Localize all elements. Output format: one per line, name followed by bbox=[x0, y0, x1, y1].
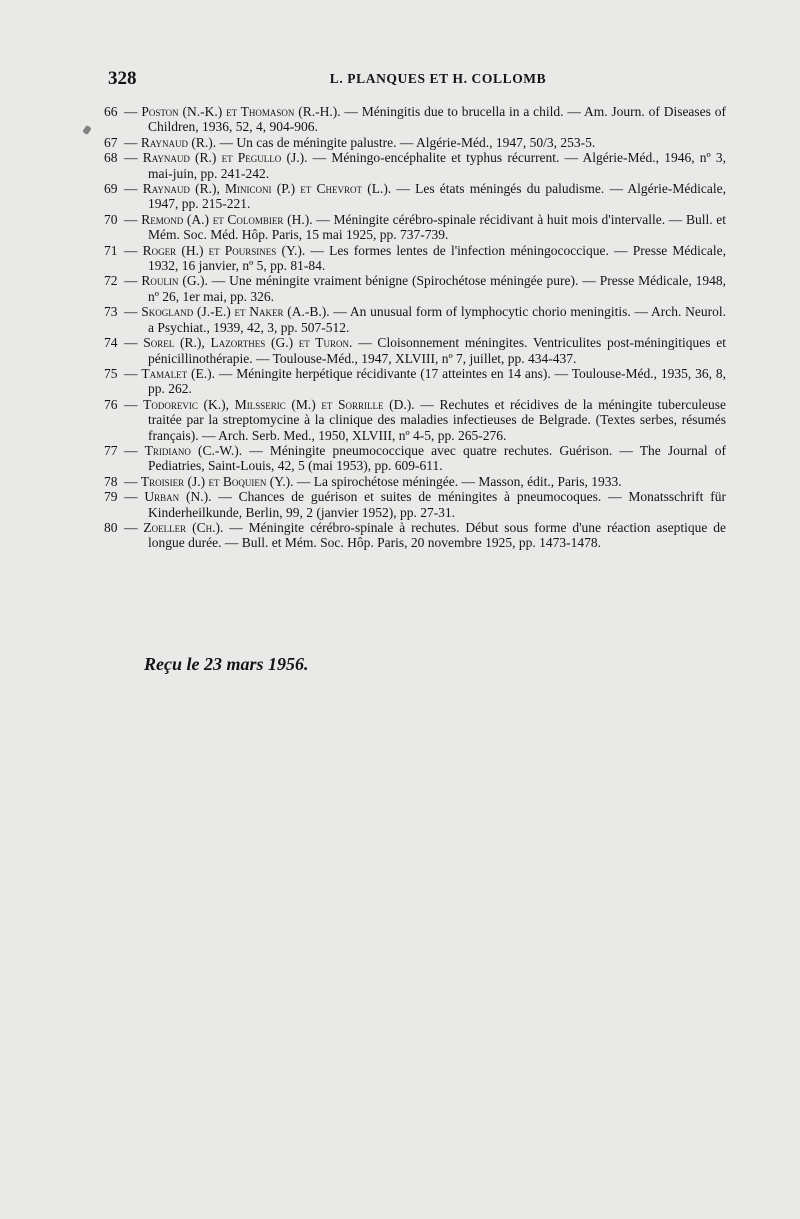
reference-body: — Une méningite vraiment bénigne (Spirochétose méningée pure). — Presse Médicale, 1948, nº 26, 1er mai, pp. 326. bbox=[148, 273, 727, 304]
reference-item: 76 — Todorevic (K.), Milsseric (M.) et Sorrille (D.). — Rechutes et récidives de la méningite tuberculeuse traitée par la streptomycine à la clinique des maladies infectieuses de Belgrade. (Textes serbes, résumés français). — Arch. Serb. Med., 1950, XLVIII, nº 4-5, pp. 265-276. bbox=[104, 396, 726, 443]
reference-number: 76 bbox=[104, 396, 118, 412]
reference-item: 74 — Sorel (R.), Lazorthes (G.) et Turon. — Cloisonnement méningites. Ventriculites post-méningitiques et pénicillinothérapie. — Toulouse-Méd., 1947, XLVIII, nº 7, juillet, pp. 434-437. bbox=[104, 335, 726, 366]
reference-number: 69 bbox=[104, 181, 118, 197]
reference-body: — Méningitis due to brucella in a child. — Am. Journ. of Diseases of Children, 1936, 52, 4, 904-906. bbox=[148, 104, 726, 135]
reference-body: — Un cas de méningite palustre. — Algérie-Méd., 1947, 50/3, 253-5. bbox=[219, 134, 596, 150]
reference-item: 69 — Raynaud (R.), Miniconi (P.) et Chevrot (L.). — Les états méningés du paludisme. — Algérie-Médicale, 1947, pp. 215-221. bbox=[104, 181, 726, 212]
reference-item: 70 — Remond (A.) et Colombier (H.). — Méningite cérébro-spinale récidivant à huit mois d'intervalle. — Bull. et Mém. Soc. Méd. Hôp. Paris, 15 mai 1925, pp. 737-739. bbox=[104, 211, 727, 243]
reference-item: 75 — Tamalet (E.). — Méningite herpétique récidivante (17 atteintes en 14 ans). — Toulouse-Méd., 1935, 36, 8, pp. 262. bbox=[104, 365, 727, 397]
reference-number: 74 bbox=[104, 335, 118, 351]
reference-body: — Méningite cérébro-spinale récidivant à huit mois d'intervalle. — Bull. et Mém. Soc. Méd. Hôp. Paris, 15 mai 1925, pp. 737-739. bbox=[148, 211, 727, 243]
page-number: 328 bbox=[108, 68, 137, 89]
reference-item: 80 — Zoeller (Ch.). — Méningite cérébro-spinale à rechutes. Début sous forme d'une réaction aseptique de longue durée. — Bull. et Mém. Soc. Hôp. Paris, 20 novembre 1925, pp. 1473-1478. bbox=[104, 519, 727, 551]
reference-authors: Tridiano (C.-W.). bbox=[144, 442, 243, 458]
margin-mark bbox=[82, 125, 92, 135]
page-header bbox=[108, 68, 728, 92]
reference-number: 67 bbox=[104, 134, 118, 150]
reference-authors: Urban (N.). bbox=[144, 489, 212, 505]
reference-authors: Raynaud (R.) et Pegullo (J.). bbox=[142, 150, 308, 166]
reference-number: 66 bbox=[104, 104, 118, 119]
reference-item: 67 — Raynaud (R.). — Un cas de méningite palustre. — Algérie-Méd., 1947, 50/3, 253-5. bbox=[104, 134, 596, 150]
reference-item: 66 — Poston (N.-K.) et Thomason (R.-H.). — Méningitis due to brucella in a child. — Am. Journ. of Diseases of Children, 1936, 52, 4, 904-906. bbox=[104, 104, 726, 135]
reference-body: — Rechutes et récidives de la méningite tuberculeuse traitée par la streptomycine à la clinique des maladies infectieuses de Belgrade. (Textes serbes, résumés français). — Arch. Serb. Med., 1950, XLVIII, nº 4-5, pp. 265-276. bbox=[148, 396, 726, 443]
reference-number: 77 bbox=[104, 442, 118, 458]
reference-body: — Méningo-encéphalite et typhus récurrent. — Algérie-Méd., 1946, nº 3, mai-juin, pp. 241-242. bbox=[148, 150, 727, 181]
reference-number: 75 bbox=[104, 365, 118, 381]
reference-number: 72 bbox=[104, 273, 118, 289]
reference-body: — Chances de guérison et suites de méningites à pneumocoques. — Monatsschrift für Kinderheilkunde, Berlin, 99, 2 (janvier 1952), pp. 27-31. bbox=[148, 489, 727, 520]
running-title: L. PLANQUES ET H. COLLOMB bbox=[329, 71, 547, 86]
reference-number: 78 bbox=[104, 473, 118, 489]
reference-body: — Cloisonnement méningites. Ventriculites post-méningitiques et pénicillinothérapie. — Toulouse-Méd., 1947, XLVIII, nº 7, juillet, pp. 434-437. bbox=[148, 335, 726, 366]
reference-authors: Raynaud (R.). bbox=[140, 134, 217, 150]
reference-number: 73 bbox=[104, 304, 118, 320]
reference-authors: Poston (N.-K.) et Thomason (R.-H.). bbox=[141, 104, 341, 119]
reference-item: 73 — Skogland (J.-E.) et Naker (A.-B.). — An unusual form of lymphocytic chorio meningitis. — Arch. Neurol. a Psychiat., 1939, 42, 3, pp. 507-512. bbox=[104, 304, 727, 335]
reference-body: — An unusual form of lymphocytic chorio meningitis. — Arch. Neurol. a Psychiat., 1939, 42, 3, pp. 507-512. bbox=[148, 304, 727, 335]
reference-authors: Tamalet (E.). bbox=[141, 365, 215, 381]
reference-body: — Méningite cérébro-spinale à rechutes. Début sous forme d'une réaction aseptique de longue durée. — Bull. et Mém. Soc. Hôp. Paris, 20 novembre 1925, pp. 1473-1478. bbox=[148, 519, 727, 551]
reference-item: 72 — Roulin (G.). — Une méningite vraiment bénigne (Spirochétose méningée pure). — Presse Médicale, 1948, nº 26, 1er mai, pp. 326. bbox=[104, 273, 727, 304]
reference-authors: Roulin (G.). bbox=[141, 273, 208, 289]
reference-authors: Skogland (J.-E.) et Naker (A.-B.). bbox=[141, 304, 330, 320]
reference-body: — Méningite herpétique récidivante (17 atteintes en 14 ans). — Toulouse-Méd., 1935, 36, 8, pp. 262. bbox=[148, 365, 727, 397]
reference-list bbox=[104, 104, 726, 551]
reference-number: 79 bbox=[104, 489, 118, 505]
reference-item: 79 — Urban (N.). — Chances de guérison et suites de méningites à pneumocoques. — Monatsschrift für Kinderheilkunde, Berlin, 99, 2 (janvier 1952), pp. 27-31. bbox=[104, 489, 727, 520]
reference-authors: Raynaud (R.), Miniconi (P.) et Chevrot (L.). bbox=[142, 181, 392, 197]
reference-number: 80 bbox=[104, 519, 118, 535]
reference-authors: Remond (A.) et Colombier (H.). bbox=[141, 211, 313, 227]
reference-item: 77 — Tridiano (C.-W.). — Méningite pneumococcique avec quatre rechutes. Guérison. — The Journal of Pediatries, Saint-Louis, 42, 5 (mai 1953), pp. 609-611. bbox=[104, 442, 726, 474]
reference-item: 71 — Roger (H.) et Poursines (Y.). — Les formes lentes de l'infection méningococcique. — Presse Médicale, 1932, 16 janvier, nº 5, pp. 81-84. bbox=[104, 242, 726, 274]
reference-body: — Les formes lentes de l'infection méningococcique. — Presse Médicale, 1932, 16 janvier, nº 5, pp. 81-84. bbox=[148, 242, 726, 274]
reference-authors: Sorel (R.), Lazorthes (G.) et Turon. bbox=[143, 335, 353, 351]
reference-number: 68 bbox=[104, 150, 118, 166]
received-date: Reçu le 23 mars 1956. bbox=[144, 654, 309, 674]
reference-item: 78 — Troisier (J.) et Boquien (Y.). — La spirochétose méningée. — Masson, édit., Paris, 1933. bbox=[104, 473, 622, 489]
reference-body: — Méningite pneumococcique avec quatre rechutes. Guérison. — The Journal of Pediatries, Saint-Louis, 42, 5 (mai 1953), pp. 609-611. bbox=[148, 442, 726, 474]
reference-authors: Troisier (J.) et Boquien (Y.). bbox=[140, 473, 294, 489]
reference-body: — Les états méningés du paludisme. — Algérie-Médicale, 1947, pp. 215-221. bbox=[148, 181, 726, 212]
reference-authors: Zoeller (Ch.). bbox=[143, 519, 224, 535]
reference-authors: Roger (H.) et Poursines (Y.). bbox=[142, 242, 306, 258]
reference-item: 68 — Raynaud (R.) et Pegullo (J.). — Méningo-encéphalite et typhus récurrent. — Algérie-Méd., 1946, nº 3, mai-juin, pp. 241-242. bbox=[104, 150, 727, 181]
reference-number: 71 bbox=[104, 242, 118, 258]
reference-number: 70 bbox=[104, 211, 118, 227]
reference-body: — La spirochétose méningée. — Masson, édit., Paris, 1933. bbox=[296, 473, 622, 489]
reference-authors: Todorevic (K.), Milsseric (M.) et Sorrille (D.). bbox=[143, 396, 415, 412]
